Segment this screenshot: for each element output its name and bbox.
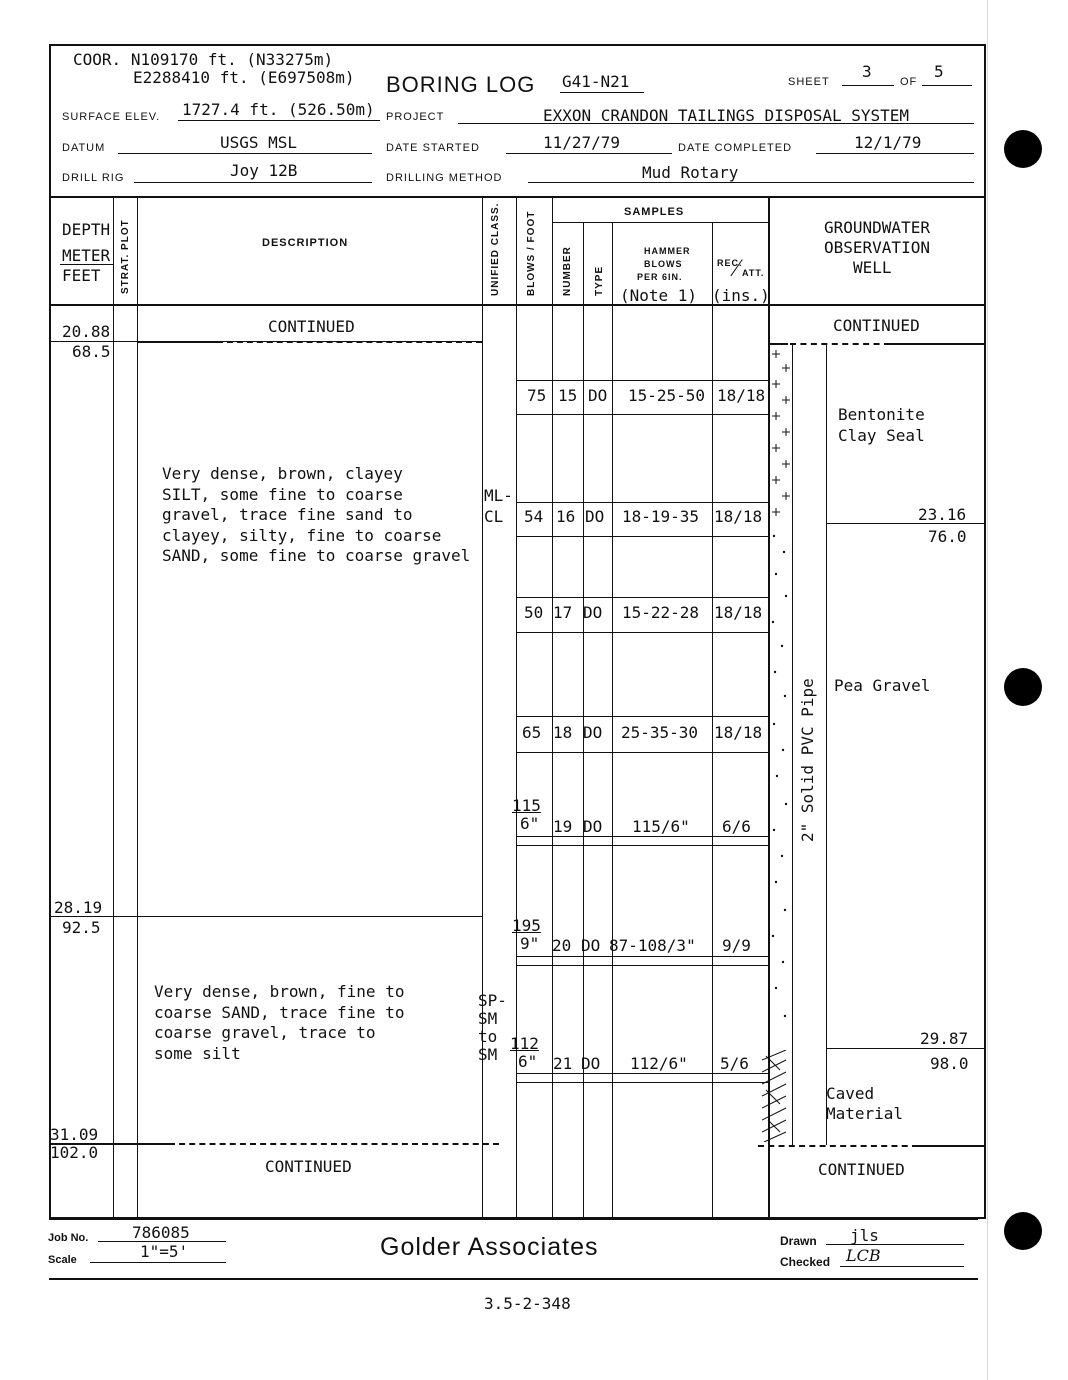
blows-foot-header: BLOWS / FOOT — [526, 210, 537, 296]
surface-elev: 1727.4 ft. (526.50m) — [182, 100, 375, 119]
sample-number: 16 — [556, 507, 576, 526]
sample-blows: 50 — [524, 603, 544, 622]
page-title: BORING LOG — [386, 72, 536, 97]
hammer-header-2: BLOWS — [644, 259, 683, 269]
sample-blows-interval: 6" — [518, 1052, 538, 1071]
depth-header: DEPTH — [62, 220, 111, 239]
sample-recovery: 18/18 — [714, 507, 763, 526]
well-continued-bottom: CONTINUED — [818, 1160, 905, 1179]
coor-label: COOR. — [73, 50, 122, 69]
drill-rig-label: DRILL RIG — [62, 172, 125, 184]
sample-recovery: 18/18 — [717, 386, 766, 405]
sample-type: DO — [583, 603, 603, 622]
header-divider — [49, 196, 986, 198]
feet-header: FEET — [62, 266, 101, 285]
sample-type: DO — [583, 723, 603, 742]
drill-rig: Joy 12B — [230, 161, 298, 180]
sample-recovery: 18/18 — [714, 723, 763, 742]
checked-by-initials: LCB — [846, 1246, 881, 1265]
sample-hammer: 18-19-35 — [622, 507, 700, 526]
sample-recovery: 6/6 — [722, 817, 751, 836]
sample-recovery: 9/9 — [722, 936, 751, 955]
sample-blows: 65 — [522, 723, 542, 742]
well-continued-top: CONTINUED — [833, 316, 920, 335]
project-name: EXXON CRANDON TAILINGS DISPOSAL SYSTEM — [543, 106, 910, 125]
well-depth-ft-1: 76.0 — [928, 527, 967, 546]
sample-number: 18 — [553, 723, 573, 742]
description-header: DESCRIPTION — [262, 237, 349, 249]
drawn-by: jls — [850, 1226, 879, 1245]
depth-m-3: 31.09 — [50, 1125, 99, 1144]
well-depth-m-2: 29.87 — [920, 1029, 969, 1048]
sample-type: DO — [583, 817, 603, 836]
punch-hole — [1004, 1212, 1042, 1250]
att-header: ATT. — [742, 268, 765, 278]
date-started-label: DATE STARTED — [386, 142, 480, 154]
caved-material-label: Caved Material — [826, 1084, 904, 1123]
meter-header: METER — [62, 246, 111, 265]
punch-hole — [1004, 668, 1042, 706]
sample-hammer: 15-22-28 — [622, 603, 700, 622]
sample-number: 15 — [558, 386, 578, 405]
ins-header: (ins.) — [712, 286, 770, 305]
pea-gravel-fill — [768, 526, 792, 1046]
sample-blows: 115 — [512, 796, 541, 815]
layer-description-1: Very dense, brown, clayey SILT, some fine to coarse gravel, trace fine sand to clayey, silty, fine to coarse SAND, some fine to coarse gravel — [162, 464, 471, 565]
continued-top: CONTINUED — [268, 317, 355, 336]
sample-hammer: 15-25-50 — [628, 386, 706, 405]
job-no-label: Job No. — [48, 1232, 89, 1244]
groundwater-header-2: OBSERVATION — [824, 238, 930, 257]
number-header: NUMBER — [562, 246, 573, 296]
depth-m-1: 20.88 — [62, 322, 111, 341]
sample-blows-interval: 9" — [520, 934, 540, 953]
pea-gravel-label: Pea Gravel — [834, 676, 931, 695]
boring-id: G41-N21 — [562, 72, 630, 91]
column-header-divider — [49, 304, 986, 306]
samples-header: SAMPLES — [624, 206, 685, 218]
layer-description-2: Very dense, brown, fine to coarse SAND, trace fine to coarse gravel, trace to some silt — [154, 982, 405, 1063]
scale: 1"=5' — [140, 1242, 189, 1261]
sample-recovery: 18/18 — [714, 603, 763, 622]
checked-label: Checked — [780, 1255, 831, 1269]
sample-hammer: 112/6" — [630, 1054, 688, 1073]
unified-class-header: UNIFIED CLASS. — [490, 202, 501, 296]
project-label: PROJECT — [386, 111, 445, 123]
sample-number: 19 — [553, 817, 573, 836]
bentonite-seal-fill — [768, 346, 792, 522]
datum: USGS MSL — [220, 133, 298, 152]
strat-plot-header: STRAT. PLOT — [120, 219, 131, 294]
date-started: 11/27/79 — [543, 133, 621, 152]
date-completed-label: DATE COMPLETED — [678, 142, 793, 154]
layer-class-2: SP- SM to SM — [478, 991, 507, 1064]
groundwater-header-1: GROUNDWATER — [824, 218, 930, 237]
date-completed: 12/1/79 — [854, 133, 922, 152]
sample-blows-interval: 6" — [520, 814, 540, 833]
sample-hammer: 25-35-30 — [621, 723, 699, 742]
depth-ft-2: 92.5 — [62, 918, 101, 937]
coor-east: E2288410 ft. (E697508m) — [133, 68, 355, 87]
continued-bottom: CONTINUED — [265, 1157, 352, 1176]
sample-number: 21 — [553, 1054, 573, 1073]
datum-label: DATUM — [62, 142, 106, 154]
sample-type: DO — [581, 1054, 601, 1073]
layer-class-1: ML- CL — [484, 486, 513, 526]
scale-label: Scale — [48, 1254, 77, 1266]
sheet-number: 3 — [862, 62, 872, 81]
sample-type: DO — [581, 936, 601, 955]
sample-type: DO — [585, 507, 605, 526]
surface-elev-label: SURFACE ELEV. — [62, 111, 161, 123]
depth-ft-3: 102.0 — [50, 1143, 99, 1162]
depth-m-2: 28.19 — [54, 898, 103, 917]
sample-blows: 54 — [524, 507, 544, 526]
pvc-pipe-label: 2" Solid PVC Pipe — [798, 678, 817, 842]
sample-blows: 75 — [527, 386, 547, 405]
page-reference: 3.5-2-348 — [484, 1294, 571, 1313]
sample-number: 17 — [553, 603, 573, 622]
sheet-label: SHEET — [788, 76, 830, 88]
sample-hammer: 115/6" — [632, 817, 690, 836]
rec-header: REC. — [717, 258, 743, 268]
hammer-header-1: HAMMER — [644, 246, 691, 256]
bentonite-label: Bentonite Clay Seal — [838, 405, 925, 445]
drilling-method-label: DRILLING METHOD — [386, 172, 503, 184]
sample-type: DO — [588, 386, 608, 405]
sample-number: 20 — [552, 936, 572, 955]
hammer-note: (Note 1) — [620, 286, 698, 305]
drilling-method: Mud Rotary — [642, 163, 739, 182]
well-depth-m-1: 23.16 — [918, 505, 967, 524]
hammer-header-3: PER 6IN. — [637, 272, 683, 282]
depth-ft-1: 68.5 — [72, 342, 111, 361]
company-name: Golder Associates — [380, 1233, 599, 1261]
sample-blows: 195 — [512, 916, 541, 935]
of-label: OF — [900, 76, 918, 88]
caved-material-fill — [760, 1050, 790, 1142]
type-header: TYPE — [594, 265, 605, 296]
drawn-label: Drawn — [780, 1234, 817, 1248]
sample-recovery: 5/6 — [720, 1054, 749, 1073]
sheet-total: 5 — [934, 62, 944, 81]
job-no: 786085 — [132, 1223, 190, 1242]
groundwater-header-3: WELL — [853, 258, 892, 277]
coor-north: N109170 ft. (N33275m) — [130, 50, 334, 69]
sample-blows: 112 — [510, 1034, 539, 1053]
punch-hole — [1004, 130, 1042, 168]
sample-hammer: 87-108/3" — [609, 936, 696, 955]
well-depth-ft-2: 98.0 — [930, 1054, 969, 1073]
coordinates-block — [73, 50, 333, 69]
